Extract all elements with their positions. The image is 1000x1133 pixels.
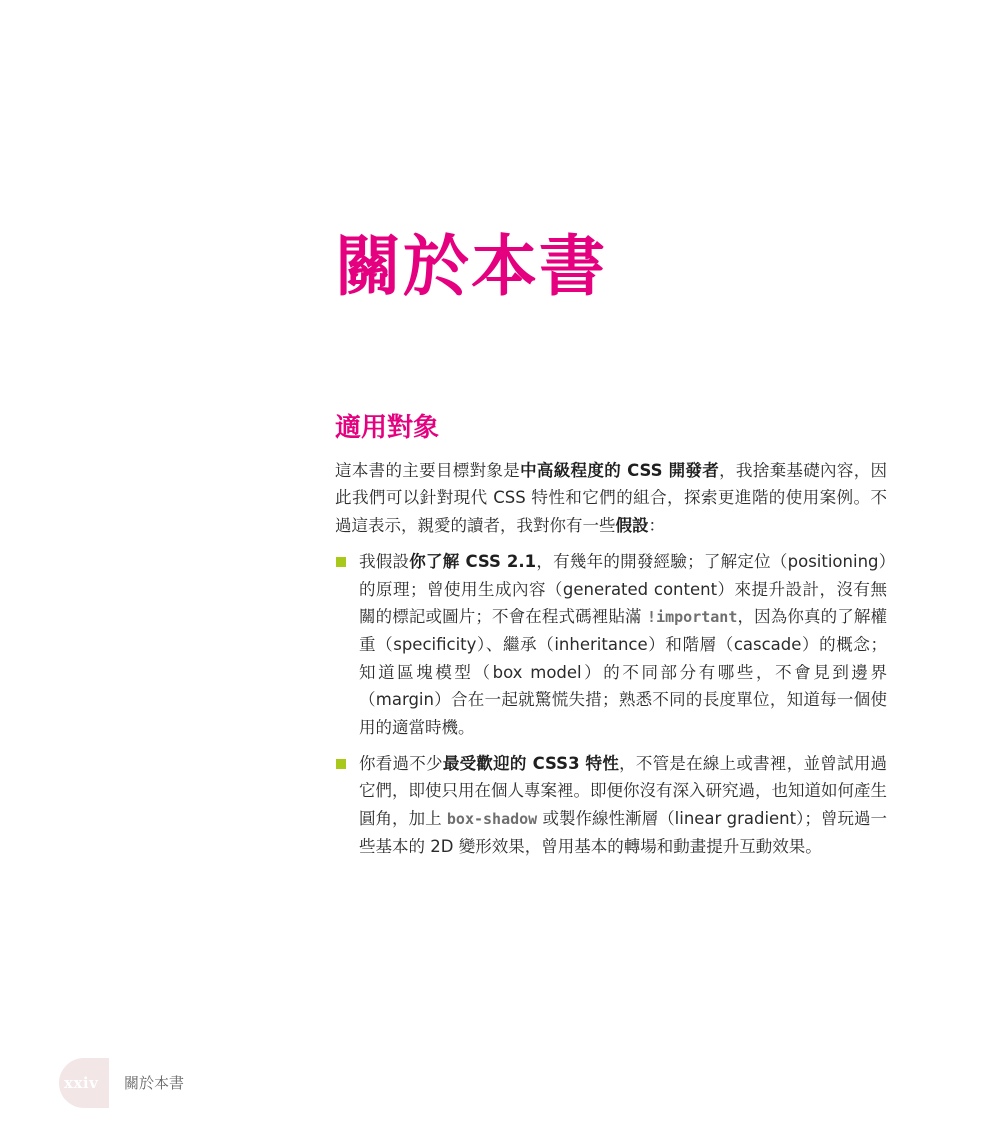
intro-emphasis: 中高級程度的 CSS 開發者 [520,461,720,480]
bullet-text: 我假設 [359,552,410,572]
page-number: xxiv [64,1074,99,1092]
bullet-emphasis: 最受歡迎的 CSS3 特性 [442,754,620,774]
intro-emphasis: 假設 [615,515,649,535]
square-bullet-icon [336,557,346,567]
bullet-text: 或製作線性漸層（linear gradient）；曾玩過一些基本的 2D 變形效果，曾用基本的轉場和動畫提升互動效果。 [359,808,887,857]
bullet-item [335,548,887,741]
bullet-text: ，不管是在線上或書裡，並曾試用過它們，即使只用在個人專案裡。即便你沒有深入研究過，也知道如何產生圓角，加上 [359,754,887,828]
running-title: 關於本書 [124,1074,185,1092]
bullet-text: ，有幾年的開發經驗；了解定位（positioning）的原理；曾使用生成內容（generated content）來提升設計，沒有無關的標記或圖片；不會在程式碼裡貼滿 [359,552,887,627]
square-bullet-icon [336,759,346,769]
bullet-text: ，因為你真的了解權重（specificity）、繼承（inheritance）和階層（cascade）的概念；知道區塊模型（box model）的不同部分有哪些，不會見到邊界（margin）合在一起就驚慌失措；熟悉不同的長度單位，知道每一個使用的適當時機。 [359,607,888,737]
intro-paragraph [335,457,887,539]
bullet-text: 你看過不少 [359,754,443,774]
bullet-list [335,548,887,860]
intro-text: 這本書的主要目標對象是 [335,461,521,480]
bullet-code: box-shadow [446,809,538,828]
bullet-item [335,750,887,861]
section-heading: 適用對象 [335,413,440,443]
body-content [335,457,887,870]
intro-text: ，我捨棄基礎內容，因此我們可以針對現代 CSS 特性和它們的組合，探索更進階的使用案例。不過這表示，親愛的讀者，我對你有一些 [335,461,888,535]
intro-text: ： [648,515,665,535]
page-title: 關於本書 [335,228,607,305]
bullet-code: !important [647,608,738,627]
bullet-emphasis: 你了解 CSS 2.1 [409,552,537,572]
